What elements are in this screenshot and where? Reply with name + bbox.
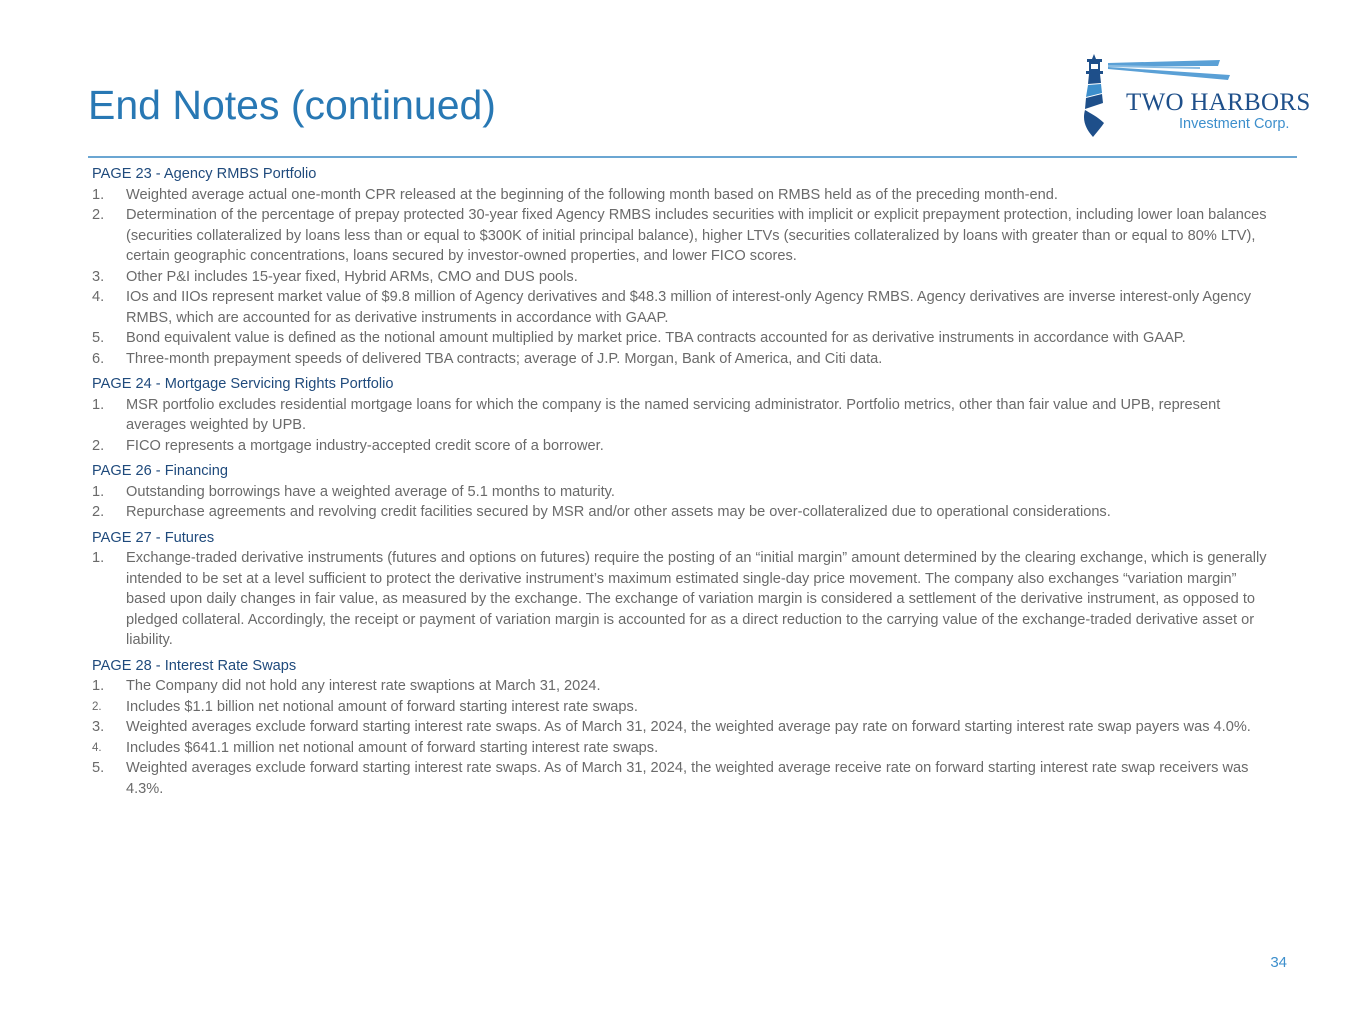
list-item xyxy=(92,328,1277,349)
note-number: 1. xyxy=(92,550,105,566)
section-page-24 xyxy=(92,374,1277,456)
note-number: 4. xyxy=(92,289,105,305)
note-text: Weighted averages exclude forward starting interest rate swaps. As of March 31, 2024, the weighted average pay rate on forward starting interest rate swap payers was 4.0%. xyxy=(126,719,1251,735)
note-text: Weighted averages exclude forward starting interest rate swaps. As of March 31, 2024, the weighted average receive rate on forward starting interest rate swap receivers was 4.3%. xyxy=(126,760,1249,797)
note-text: Outstanding borrowings have a weighted average of 5.1 months to maturity. xyxy=(126,483,615,500)
list-item xyxy=(92,395,1277,436)
note-number: 3. xyxy=(92,719,105,735)
end-notes xyxy=(92,164,1277,804)
note-number: 1. xyxy=(92,678,105,694)
note-text: MSR portfolio excludes residential mortgage loans for which the company is the named servicing administrator. Portfolio metrics, other than fair value and UPB, represent averages weighted by UPB. xyxy=(126,396,1221,433)
note-number: 5. xyxy=(92,330,105,346)
logo-subtitle: Investment Corp. xyxy=(1179,116,1290,132)
list-item xyxy=(92,267,1277,288)
section-page-26 xyxy=(92,461,1277,523)
note-number: 2. xyxy=(92,700,102,713)
note-text: Includes $1.1 billion net notional amount of forward starting interest rate swaps. xyxy=(126,698,638,715)
list-item xyxy=(92,738,1277,759)
page-title: End Notes (continued) xyxy=(88,82,496,128)
logo-name: TWO HARBORS xyxy=(1126,89,1311,116)
section-page-28 xyxy=(92,656,1277,800)
section-heading: PAGE 27 - Futures xyxy=(92,529,215,546)
company-logo xyxy=(1080,53,1311,143)
note-number: 1. xyxy=(92,396,105,413)
note-text: Weighted average actual one-month CPR released at the beginning of the following month based on RMBS held as of the preceding month-end. xyxy=(126,186,1058,203)
note-text: Other P&I includes 15-year fixed, Hybrid ARMs, CMO and DUS pools. xyxy=(126,268,578,285)
note-number: 2. xyxy=(92,504,105,520)
note-number: 6. xyxy=(92,350,105,367)
note-text: IOs and IIOs represent market value of $9.8 million of Agency derivatives and $48.3 million of interest-only Agency RMBS. Agency derivatives are inverse interest-only Agency RMBS, which are accounted for as derivative instruments in accordance with GAAP. xyxy=(126,289,1252,326)
list-item xyxy=(92,548,1277,651)
note-text: Exchange-traded derivative instruments (futures and options on futures) require the posting of an “initial margin” amount determined by the clearing exchange, which is generally intended to be set at a level sufficient to protect the derivative instrument’s maximum estimated single-day price movement. The company also exchanges “variation margin” based upon daily changes in fair value, as measured by the exchange. The exchange of variation margin is considered a settlement of the derivative instrument, as opposed to pledged collateral. Accordingly, the receipt or payment of variation margin is accounted for as a direct reduction to the carrying value of the exchange-traded derivative asset or liability. xyxy=(126,550,1267,648)
note-text: Repurchase agreements and revolving credit facilities secured by MSR and/or other assets may be over-collateralized due to operational considerations. xyxy=(126,504,1111,520)
note-number: 1. xyxy=(92,483,105,500)
list-item xyxy=(92,349,1277,370)
title-divider xyxy=(88,156,1297,158)
section-heading: PAGE 26 - Financing xyxy=(92,463,229,479)
section-page-23 xyxy=(92,164,1277,369)
note-text: Three-month prepayment speeds of delivered TBA contracts; average of J.P. Morgan, Bank of America, and Citi data. xyxy=(126,350,883,367)
note-number: 2. xyxy=(92,437,105,454)
section-heading: PAGE 28 - Interest Rate Swaps xyxy=(92,657,297,674)
note-text: FICO represents a mortgage industry-accepted credit score of a borrower. xyxy=(126,437,604,454)
note-number: 3. xyxy=(92,268,105,285)
list-item xyxy=(92,717,1277,738)
list-item xyxy=(92,697,1277,718)
note-text: The Company did not hold any interest rate swaptions at March 31, 2024. xyxy=(126,678,601,694)
list-item xyxy=(92,185,1277,206)
list-item xyxy=(92,205,1277,267)
note-text: Includes $641.1 million net notional amount of forward starting interest rate swaps. xyxy=(126,739,659,756)
list-item xyxy=(92,482,1277,503)
section-heading: PAGE 23 - Agency RMBS Portfolio xyxy=(92,166,317,182)
list-item xyxy=(92,758,1277,799)
note-number: 4. xyxy=(92,741,102,754)
list-item xyxy=(92,287,1277,328)
list-item xyxy=(92,676,1277,697)
page-number: 34 xyxy=(1270,954,1287,971)
note-text: Bond equivalent value is defined as the notional amount multiplied by market price. TBA contracts accounted for as derivative instruments in accordance with GAAP. xyxy=(126,330,1186,346)
list-item xyxy=(92,436,1277,457)
section-page-27 xyxy=(92,528,1277,651)
list-item xyxy=(92,502,1277,523)
note-number: 1. xyxy=(92,186,105,203)
note-number: 5. xyxy=(92,760,105,776)
section-heading: PAGE 24 - Mortgage Servicing Rights Portfolio xyxy=(92,376,394,392)
note-text: Determination of the percentage of prepay protected 30-year fixed Agency RMBS includes securities with implicit or explicit prepayment protection, including lower loan balances (securities collateralized by loans less than or equal to $300K of initial principal balance), higher LTVs (securities collateralized by loans with greater than or equal to 80% LTV), certain geographic concentrations, loans secured by investor-owned properties, and lower FICO scores. xyxy=(126,207,1267,264)
note-number: 2. xyxy=(92,207,105,223)
